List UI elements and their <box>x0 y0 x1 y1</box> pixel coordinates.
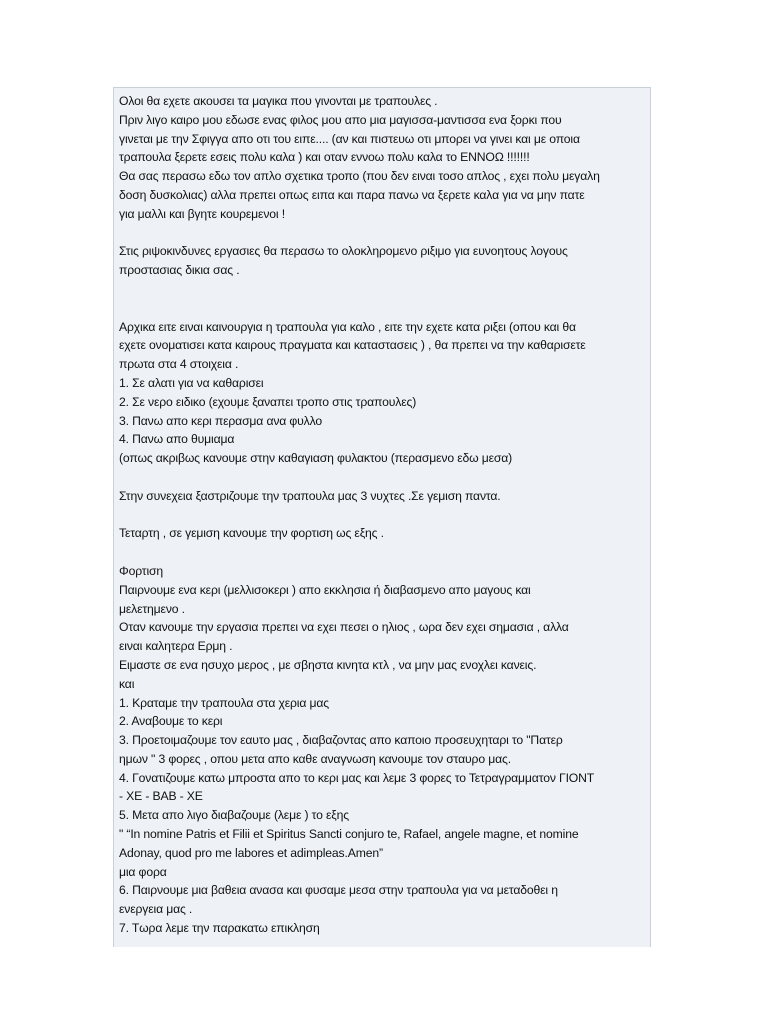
latin-quote: " “In nomine Patris et Filii et Spiritus Sancti conjuro te, Rafael, angele magne, et nomine <box>119 827 579 842</box>
text-line: (οπως ακριβως κανουμε στην καθαγιαση φυλακτου (περασμενο εδω μεσα) <box>119 451 513 466</box>
text-line: για μαλλι και βγητε κουρεμενοι ! <box>119 206 285 221</box>
text-line: μια φορα <box>119 864 167 879</box>
list-item: 3. Προετοιμαζουμε τον εαυτο μας , διαβαζοντας απο καποιο προσευχηταρι το "Πατερ <box>119 733 563 748</box>
blank-line <box>119 224 650 243</box>
text-line: Τεταρτη , σε γεμιση κανουμε την φορτιση ως εξης . <box>119 526 384 541</box>
text-line: τραπουλα ξερετε εσεις πολυ καλα ) και οταν εννοω πολυ καλα το ΕΝΝΟΩ !!!!!!! <box>119 150 530 165</box>
list-item: 5. Μετα απο λιγο διαβαζουμε (λεμε ) το εξης <box>119 808 349 823</box>
text-line: Πριν λιγο καιρο μου εδωσε ενας φιλος μου απο μια μαγισσα-μαντισσα ενα ξορκι που <box>119 112 562 127</box>
text-line: και <box>119 676 135 691</box>
list-item: 1. Κραταμε την τραπουλα στα χερια μας <box>119 695 329 710</box>
list-item: 2. Σε νερο ειδικο (εχουμε ξαναπει τροπο στις τραπουλες) <box>119 394 417 409</box>
text-line: Παιρνουμε ενα κερι (μελλισοκερι ) απο εκκλησια ή διαβασμενο απο μαγους και <box>119 582 531 597</box>
blank-line <box>119 468 650 487</box>
text-line: Αρχικα ειτε ειναι καινουργια η τραπουλα για καλο , ειτε την εχετε κατα ριξει (οπου και θα <box>119 319 576 334</box>
text-line: Ειμαστε σε ενα ησυχο μερος , με σβηστα κινητα κτλ , να μην μας ενοχλει κανεις. <box>119 657 537 672</box>
text-line: δοση δυσκολιας) αλλα πρεπει οπως ειπα και παρα πανω να ξερετε καλα για να μην πατε <box>119 187 585 202</box>
text-line: εχετε ονοματισει κατα καιρους πραγματα και καταστασεις ) , θα πρεπει να την καθαρισετε <box>119 338 586 353</box>
list-item: 4. Γονατιζουμε κατω μπροστα απο το κερι μας και λεμε 3 φορες το Τετραγραμματον ΓΙΟΝΤ <box>119 770 595 785</box>
list-item: 3. Πανω απο κερι περασμα ανα φυλλο <box>119 413 323 428</box>
list-item: 2. Αναβουμε το κερι <box>119 714 223 729</box>
latin-quote: Adonay, quod pro me labores et adimpleas.Amen” <box>119 845 383 860</box>
text-line: Στην συνεχεια ξαστριζουμε την τραπουλα μας 3 νυχτες .Σε γεμιση παντα. <box>119 488 501 503</box>
text-line: Στις ριψοκινδυνες εργασιες θα περασω το ολοκληρομενο ριξιμο για ευνοητους λογους <box>119 244 568 259</box>
blank-line <box>119 506 650 525</box>
text-line: Θα σας περασω εδω τον απλο σχετικα τροπο (που δεν ειναι τοσο απλος , εχει πολυ μεγαλη <box>119 169 600 184</box>
text-line: προστασιας δικια σας . <box>119 263 240 278</box>
text-line: Οταν κανουμε την εργασια πρεπει να εχει πεσει ο ηλιος , ωρα δεν εχει σημασια , αλλα <box>119 620 569 635</box>
list-item: 6. Παιρνουμε μια βαθεια ανασα και φυσαμε μεσα στην τραπουλα για να μεταδοθει η <box>119 883 558 898</box>
text-line: Ολοι θα εχετε ακουσει τα μαγικα που γινονται με τραπουλες . <box>119 94 438 108</box>
list-item: 1. Σε αλατι για να καθαρισει <box>119 375 264 390</box>
list-item: 4. Πανω απο θυμιαμα <box>119 432 235 447</box>
text-line: γινεται με την Σφιγγα απο οτι του ειπε.... (αν και πιστευω οτι μπορει να γινει και με οποια <box>119 131 580 146</box>
text-line: ειναι καλητερα Ερμη . <box>119 639 233 654</box>
section-heading: Φορτιση <box>119 563 164 578</box>
blank-line <box>119 280 650 299</box>
list-item: 7. Τωρα λεμε την παρακατω επικληση <box>119 921 320 936</box>
list-item: ημων " 3 φορες , οπου μετα απο καθε αναγνωση κανουμε τον σταυρο μας. <box>119 751 511 766</box>
text-line: μελετημενο . <box>119 601 185 616</box>
blank-line <box>119 299 650 318</box>
text-line: πρωτα στα 4 στοιχεια . <box>119 357 239 372</box>
list-item: - ΧΕ - ΒΑΒ - ΧΕ <box>119 789 203 804</box>
blank-line <box>119 543 650 562</box>
list-item: ενεργεια μας . <box>119 902 193 917</box>
document-page <box>113 87 651 947</box>
